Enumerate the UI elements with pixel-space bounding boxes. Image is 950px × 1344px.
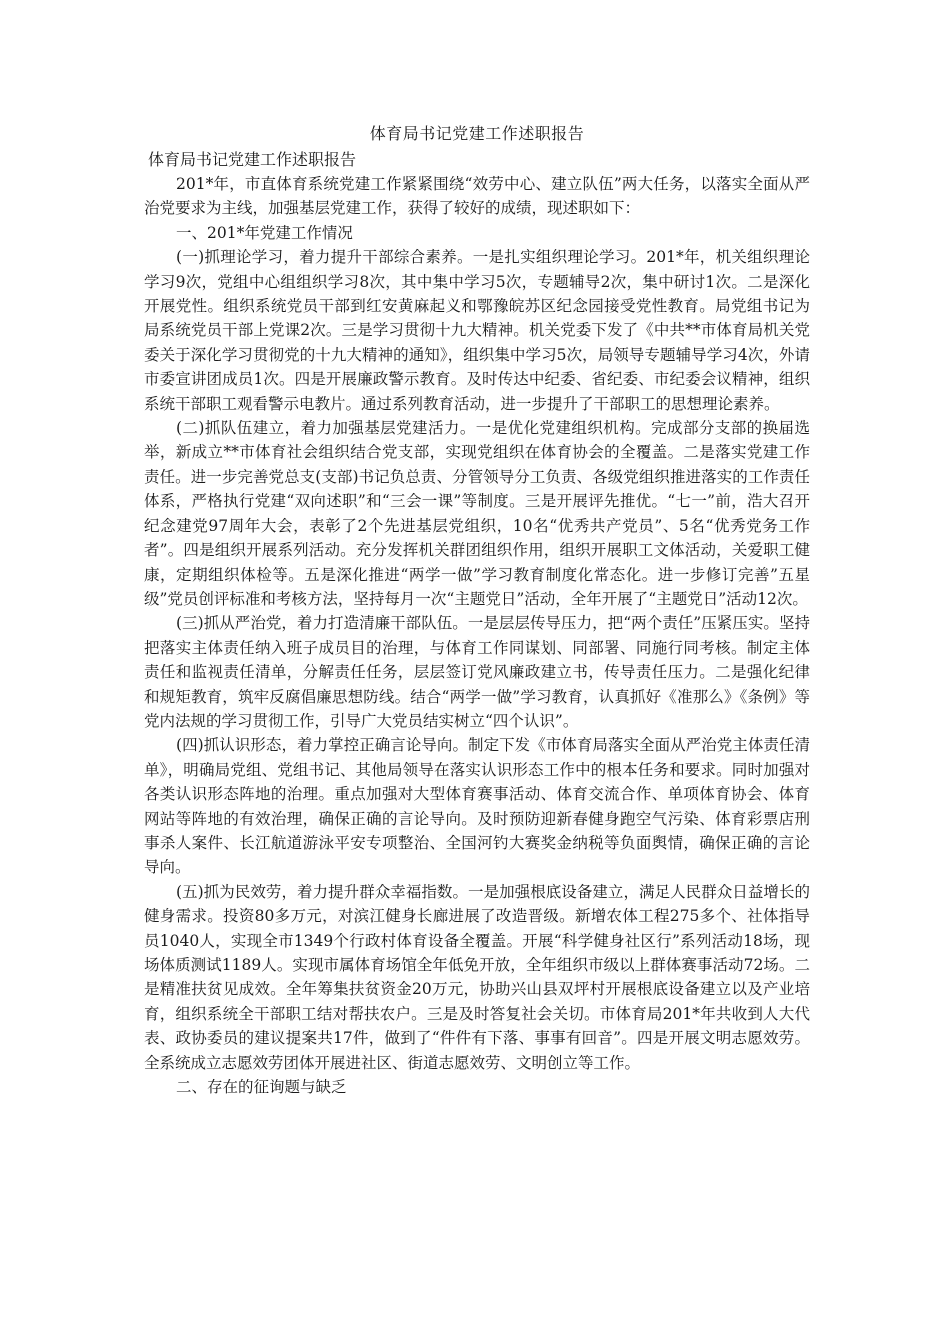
paragraph-ideology: (四)抓认识形态，着力掌控正确言论导向。制定下发《市体育局落实全面从严治党主体责任清单》，明确局党组、党组书记、其他局领导在落实认识形态工作中的根本任务和要求。同时加强对各类认识形态阵地的治理。重点加强对大型体育赛事活动、体育交流合作、单项体育协会、体育网站等阵地的有效治理，确保正确的言论导向。及时预防迎新春健身跑空气污染、体育彩票店刑事杀人案件、长江航道游泳平安专项整治、全国河钓大赛奖金纳税等负面舆情，确保正确的言论导向。 bbox=[144, 736, 810, 877]
paragraph-strict-governance: (三)抓从严治党，着力打造清廉干部队伍。一是层层传导压力，把“两个责任”压紧压实。坚持把落实主体责任纳入班子成员目的治理，与体育工作同谋划、同部署、同施行同考核。制定主体责任和监视责任清单，分解责任任务，层层签订党风廉政建立书，传导责任压力。二是强化纪律和规矩教育，筑牢反腐倡廉思想防线。结合“两学一做”学习教育，认真抓好《准那么》《条例》等党内法规的学习贯彻工作，引导广大党员结实树立“四个认识”。 bbox=[144, 614, 810, 730]
section-heading-2: 二、存在的征询题与缺乏 bbox=[176, 1078, 347, 1097]
document-subtitle: 体育局书记党建工作述职报告 bbox=[148, 150, 357, 169]
paragraph-public-service: (五)抓为民效劳，着力提升群众幸福指数。一是加强根底设备建立，满足人民群众日益增长的健身需求。投资80多万元，对滨江健身长廊进展了改造晋级。新增农体工程275多个、社体指导员1040人，实现全市1349个行政村体育设备全覆盖。开展“科学健身社区行”系列活动18场，现场体质测试1189人。实现市属体育场馆全年低免开放，全年组织市级以上群体赛事活动72场。二是精准扶贫见成效。全年筹集扶贫资金20万元，协助兴山县双坪村开展根底设备建立以及产业培育，组织系统全干部职工结对帮扶农户。三是及时答复社会关切。市体育局201*年共收到人大代表、政协委员的建议提案共17件，做到了“件件有下落、事事有回音”。四是开展文明志愿效劳。全系统成立志愿效劳团体开展进社区、街道志愿效劳、文明创立等工作。 bbox=[144, 882, 810, 1072]
paragraph-theory-study: (一)抓理论学习，着力提升干部综合素养。一是扎实组织理论学习。201*年，机关组织理论学习9次，党组中心组组织学习8次，其中集中学习5次，专题辅导2次，集中研讨1次。二是深化开展党性。组织系统党员干部到红安黄麻起义和鄂豫皖苏区纪念园接受党性教育。局党组书记为局系统党员干部上党课2次。三是学习贯彻十九大精神。机关党委下发了《中共**市体育局机关党委关于深化学习贯彻党的十九大精神的通知》，组织集中学习5次，局领导专题辅导学习4次，外请市委宣讲团成员1次。四是开展廉政警示教育。及时传达中纪委、省纪委、市纪委会议精神，组织系统干部职工观看警示电教片。通过系列教育活动，进一步提升了干部职工的思想理论素养。 bbox=[144, 248, 810, 413]
intro-paragraph: 201*年，市直体育系统党建工作紧紧围绕“效劳中心、建立队伍”两大任务，以落实全面从严治党要求为主线，加强基层党建工作，获得了较好的成绩，现述职如下： bbox=[144, 175, 810, 218]
paragraph-team-building: (二)抓队伍建立，着力加强基层党建活力。一是优化党建组织机构。完成部分支部的换届选举，新成立**市体育社会组织结合党支部，实现党组织在体育协会的全覆盖。二是落实党建工作责任。进一步完善党总支(支部)书记负总责、分管领导分工负责、各级党组织推进落实的工作责任体系，严格执行党建“双向述职”和“三会一课”等制度。三是开展评先推优。“七一”前，浩大召开纪念建党97周年大会，表彰了2个先进基层党组织，10名“优秀共产党员”、5名“优秀党务工作者”。四是组织开展系列活动。充分发挥机关群团组织作用，组织开展职工文体活动，关爱职工健康，定期组织体检等。五是深化推进“两学一做”学习教育制度化常态化。进一步修订完善”五星级”党员创评标准和考核方法，坚持每月一次“主题党日”活动，全年开展了“主题党日”活动12次。 bbox=[144, 419, 810, 608]
document-body bbox=[144, 122, 810, 1099]
document-title: 体育局书记党建工作述职报告 bbox=[369, 124, 585, 143]
section-heading-1: 一、201*年党建工作情况 bbox=[176, 223, 353, 242]
